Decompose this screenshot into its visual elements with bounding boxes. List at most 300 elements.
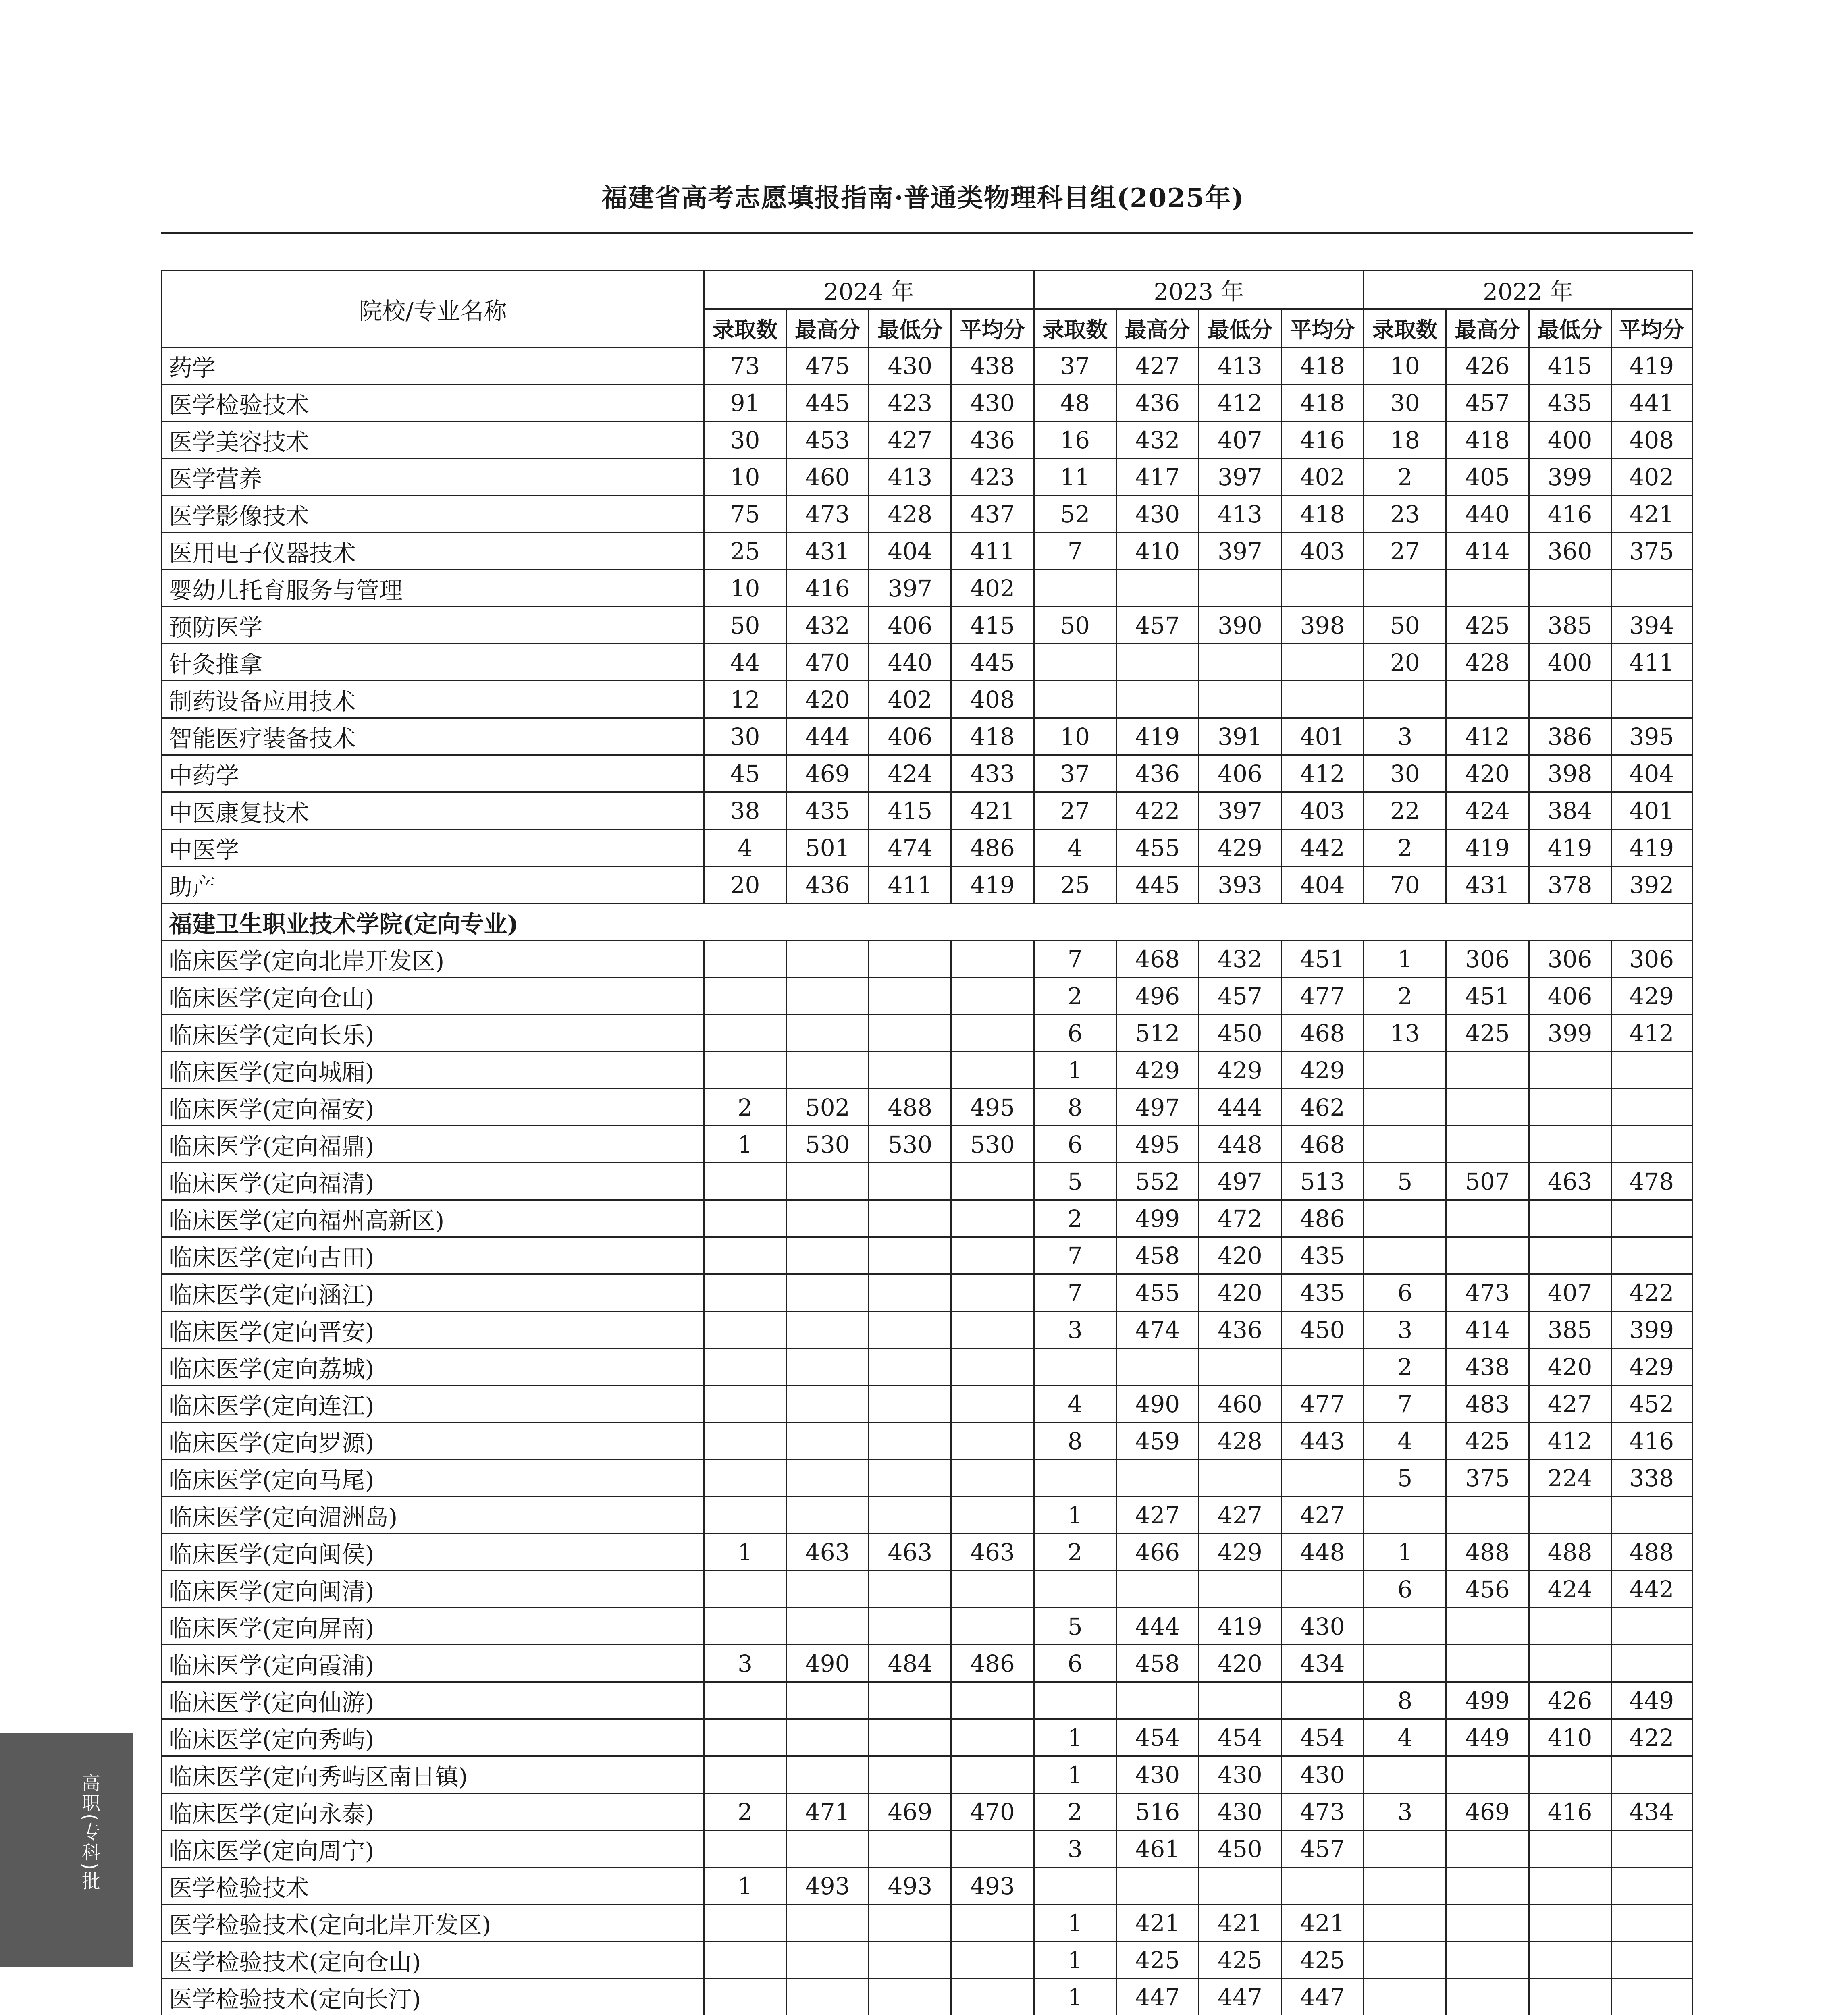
value-cell — [786, 1756, 869, 1793]
value-cell — [1446, 1868, 1529, 1905]
value-cell: 483 — [1446, 1386, 1529, 1423]
value-cell: 419 — [1199, 1608, 1281, 1645]
value-cell: 407 — [1529, 1274, 1611, 1311]
value-cell — [704, 978, 786, 1015]
value-cell: 5 — [1034, 1163, 1116, 1200]
value-cell — [1611, 1868, 1692, 1905]
value-cell: 501 — [786, 829, 869, 866]
value-cell — [1281, 1868, 1364, 1905]
value-cell: 38 — [704, 792, 786, 829]
value-cell: 490 — [1116, 1386, 1199, 1423]
value-cell: 463 — [869, 1534, 951, 1571]
side-section-label: 高职(专科)批 — [79, 1773, 101, 1892]
table-row — [162, 1719, 1692, 1756]
value-cell: 404 — [1611, 755, 1692, 792]
value-cell: 406 — [1199, 755, 1281, 792]
value-cell: 447 — [1199, 1979, 1281, 2015]
value-cell: 23 — [1364, 496, 1446, 533]
value-cell — [951, 1386, 1034, 1423]
value-cell — [1529, 1237, 1611, 1274]
value-cell — [1199, 644, 1281, 681]
value-cell: 18 — [1364, 422, 1446, 459]
value-cell: 430 — [1199, 1756, 1281, 1793]
table-row — [162, 1756, 1692, 1793]
value-cell: 8 — [1034, 1423, 1116, 1460]
value-cell — [1281, 681, 1364, 718]
value-cell: 397 — [869, 570, 951, 607]
value-cell: 432 — [786, 607, 869, 644]
value-cell: 425 — [1199, 1942, 1281, 1979]
major-name: 临床医学(定向北岸开发区) — [162, 941, 704, 978]
value-cell — [1529, 1608, 1611, 1645]
side-section-tab — [0, 1733, 133, 1967]
value-cell: 414 — [1446, 533, 1529, 570]
value-cell: 496 — [1116, 978, 1199, 1015]
value-cell — [1529, 681, 1611, 718]
value-cell: 414 — [1446, 1311, 1529, 1348]
value-cell: 375 — [1611, 533, 1692, 570]
value-cell: 478 — [1611, 1163, 1692, 1200]
value-cell: 436 — [1199, 1311, 1281, 1348]
table-row — [162, 718, 1692, 755]
value-cell: 440 — [1446, 496, 1529, 533]
value-cell — [1199, 570, 1281, 607]
value-cell: 427 — [1116, 347, 1199, 384]
value-cell: 469 — [786, 755, 869, 792]
value-cell — [786, 1571, 869, 1608]
value-cell: 428 — [1446, 644, 1529, 681]
value-cell — [869, 941, 951, 978]
value-cell — [704, 1311, 786, 1348]
value-cell — [869, 1830, 951, 1868]
value-cell: 493 — [951, 1868, 1034, 1905]
value-cell: 7 — [1034, 1274, 1116, 1311]
value-cell: 411 — [869, 866, 951, 904]
major-name: 助产 — [162, 866, 704, 904]
major-name: 临床医学(定向荔城) — [162, 1348, 704, 1386]
value-cell: 434 — [1281, 1645, 1364, 1682]
value-cell — [1529, 570, 1611, 607]
value-cell: 10 — [1034, 718, 1116, 755]
value-cell: 401 — [1281, 718, 1364, 755]
major-name: 临床医学(定向闽清) — [162, 1571, 704, 1608]
value-cell: 7 — [1034, 941, 1116, 978]
table-header-years-row — [162, 271, 1692, 309]
value-cell — [704, 1052, 786, 1089]
value-cell: 7 — [1034, 1237, 1116, 1274]
value-cell: 425 — [1446, 607, 1529, 644]
table-row — [162, 1200, 1692, 1237]
value-cell: 37 — [1034, 347, 1116, 384]
value-cell — [1529, 1942, 1611, 1979]
major-name: 临床医学(定向仓山) — [162, 978, 704, 1015]
value-cell: 413 — [1199, 347, 1281, 384]
value-cell: 459 — [1116, 1423, 1199, 1460]
value-cell — [1611, 1645, 1692, 1682]
value-cell: 458 — [1116, 1645, 1199, 1682]
value-cell: 530 — [786, 1126, 869, 1163]
section-title: 福建卫生职业技术学院(定向专业) — [162, 904, 1692, 941]
value-cell — [1199, 681, 1281, 718]
value-cell — [1446, 1645, 1529, 1682]
value-cell: 435 — [1529, 384, 1611, 422]
metric-header: 最低分 — [869, 309, 951, 347]
value-cell: 45 — [704, 755, 786, 792]
value-cell: 454 — [1199, 1719, 1281, 1756]
value-cell — [786, 1237, 869, 1274]
value-cell — [1364, 1756, 1446, 1793]
value-cell: 401 — [1611, 792, 1692, 829]
value-cell: 432 — [1116, 422, 1199, 459]
value-cell: 1 — [1034, 1905, 1116, 1942]
value-cell — [951, 941, 1034, 978]
value-cell — [951, 1348, 1034, 1386]
value-cell: 404 — [869, 533, 951, 570]
value-cell: 404 — [1281, 866, 1364, 904]
value-cell: 407 — [1199, 422, 1281, 459]
value-cell: 375 — [1446, 1460, 1529, 1497]
major-name: 针灸推拿 — [162, 644, 704, 681]
table-row — [162, 792, 1692, 829]
value-cell: 10 — [1364, 347, 1446, 384]
table-row — [162, 1460, 1692, 1497]
value-cell — [704, 1719, 786, 1756]
value-cell — [1529, 1126, 1611, 1163]
table-row — [162, 1868, 1692, 1905]
value-cell — [1116, 644, 1199, 681]
value-cell — [1281, 1571, 1364, 1608]
value-cell: 472 — [1199, 1200, 1281, 1237]
value-cell — [1116, 1348, 1199, 1386]
value-cell: 3 — [1364, 718, 1446, 755]
value-cell: 434 — [1611, 1793, 1692, 1830]
value-cell: 306 — [1529, 941, 1611, 978]
value-cell — [1611, 1905, 1692, 1942]
value-cell — [1364, 1905, 1446, 1942]
value-cell: 415 — [951, 607, 1034, 644]
value-cell — [1364, 1089, 1446, 1126]
table-row — [162, 644, 1692, 681]
value-cell: 3 — [1364, 1793, 1446, 1830]
value-cell: 460 — [1199, 1386, 1281, 1423]
value-cell — [869, 1237, 951, 1274]
value-cell: 466 — [1116, 1534, 1199, 1571]
value-cell: 410 — [1529, 1719, 1611, 1756]
value-cell — [704, 1682, 786, 1719]
value-cell — [786, 1719, 869, 1756]
value-cell: 470 — [951, 1793, 1034, 1830]
value-cell: 451 — [1281, 941, 1364, 978]
value-cell — [786, 1052, 869, 1089]
section-row — [162, 904, 1692, 941]
value-cell: 429 — [1116, 1052, 1199, 1089]
value-cell: 443 — [1281, 1423, 1364, 1460]
value-cell: 463 — [1529, 1163, 1611, 1200]
value-cell: 306 — [1611, 941, 1692, 978]
value-cell: 378 — [1529, 866, 1611, 904]
value-cell — [786, 1979, 869, 2015]
value-cell — [951, 1200, 1034, 1237]
value-cell: 428 — [1199, 1423, 1281, 1460]
value-cell: 493 — [786, 1868, 869, 1905]
value-cell — [869, 1460, 951, 1497]
value-cell: 4 — [1364, 1423, 1446, 1460]
value-cell: 420 — [1199, 1237, 1281, 1274]
major-name: 临床医学(定向湄洲岛) — [162, 1497, 704, 1534]
value-cell — [951, 1830, 1034, 1868]
value-cell: 435 — [786, 792, 869, 829]
value-cell: 427 — [1529, 1386, 1611, 1423]
table-row — [162, 533, 1692, 570]
value-cell: 426 — [1529, 1682, 1611, 1719]
value-cell — [1611, 1942, 1692, 1979]
value-cell — [951, 1274, 1034, 1311]
value-cell: 474 — [869, 829, 951, 866]
value-cell — [704, 1942, 786, 1979]
major-name: 医学检验技术 — [162, 1868, 704, 1905]
value-cell — [1529, 1645, 1611, 1682]
value-cell: 20 — [704, 866, 786, 904]
value-cell — [1611, 1126, 1692, 1163]
value-cell: 495 — [951, 1089, 1034, 1126]
value-cell: 400 — [1529, 644, 1611, 681]
value-cell — [786, 1386, 869, 1423]
value-cell: 52 — [1034, 496, 1116, 533]
table-row — [162, 1237, 1692, 1274]
value-cell: 412 — [1199, 384, 1281, 422]
value-cell: 402 — [951, 570, 1034, 607]
major-name: 智能医疗装备技术 — [162, 718, 704, 755]
major-name: 临床医学(定向晋安) — [162, 1311, 704, 1348]
value-cell: 400 — [1529, 422, 1611, 459]
value-cell: 1 — [1034, 1719, 1116, 1756]
table-row — [162, 1497, 1692, 1534]
value-cell: 415 — [869, 792, 951, 829]
value-cell: 8 — [1034, 1089, 1116, 1126]
major-name: 临床医学(定向连江) — [162, 1386, 704, 1423]
value-cell: 394 — [1611, 607, 1692, 644]
value-cell: 44 — [704, 644, 786, 681]
value-cell: 418 — [1446, 422, 1529, 459]
value-cell: 5 — [1034, 1608, 1116, 1645]
value-cell: 424 — [1446, 792, 1529, 829]
value-cell — [951, 1571, 1034, 1608]
value-cell: 445 — [786, 384, 869, 422]
value-cell — [786, 1348, 869, 1386]
value-cell — [1611, 1979, 1692, 2015]
value-cell — [1529, 1868, 1611, 1905]
value-cell — [1529, 1052, 1611, 1089]
value-cell: 427 — [869, 422, 951, 459]
value-cell: 403 — [1281, 533, 1364, 570]
value-cell: 7 — [1364, 1386, 1446, 1423]
value-cell: 27 — [1034, 792, 1116, 829]
value-cell — [951, 1682, 1034, 1719]
value-cell: 436 — [786, 866, 869, 904]
value-cell: 416 — [1529, 1793, 1611, 1830]
value-cell — [1281, 1348, 1364, 1386]
value-cell: 420 — [1529, 1348, 1611, 1386]
metric-header: 录取数 — [1034, 309, 1116, 347]
value-cell: 10 — [704, 459, 786, 496]
value-cell: 474 — [1116, 1311, 1199, 1348]
value-cell: 449 — [1611, 1682, 1692, 1719]
value-cell: 2 — [1364, 459, 1446, 496]
value-cell: 16 — [1034, 422, 1116, 459]
value-cell: 402 — [1281, 459, 1364, 496]
value-cell: 530 — [869, 1126, 951, 1163]
value-cell: 552 — [1116, 1163, 1199, 1200]
value-cell: 513 — [1281, 1163, 1364, 1200]
metric-header: 录取数 — [1364, 309, 1446, 347]
value-cell — [869, 1274, 951, 1311]
value-cell: 452 — [1611, 1386, 1692, 1423]
value-cell: 402 — [869, 681, 951, 718]
value-cell — [1446, 570, 1529, 607]
value-cell — [1446, 1237, 1529, 1274]
value-cell — [704, 1756, 786, 1793]
value-cell: 398 — [1281, 607, 1364, 644]
value-cell: 424 — [1529, 1571, 1611, 1608]
value-cell: 419 — [1611, 347, 1692, 384]
page-header-title: 福建省高考志愿填报指南·普通类物理科目组(2025年) — [601, 183, 1245, 213]
admission-table-container — [161, 270, 1693, 2015]
value-cell: 440 — [869, 644, 951, 681]
major-name: 临床医学(定向马尾) — [162, 1460, 704, 1497]
table-row — [162, 459, 1692, 496]
value-cell: 436 — [1116, 755, 1199, 792]
table-row — [162, 978, 1692, 1015]
value-cell — [786, 1460, 869, 1497]
value-cell: 6 — [1034, 1645, 1116, 1682]
value-cell — [704, 941, 786, 978]
value-cell — [704, 1608, 786, 1645]
value-cell: 408 — [1611, 422, 1692, 459]
value-cell: 430 — [869, 347, 951, 384]
value-cell — [704, 1979, 786, 2015]
value-cell: 433 — [951, 755, 1034, 792]
value-cell: 502 — [786, 1089, 869, 1126]
value-cell: 469 — [1446, 1793, 1529, 1830]
value-cell — [1364, 1608, 1446, 1645]
value-cell: 488 — [1529, 1534, 1611, 1571]
value-cell: 416 — [786, 570, 869, 607]
value-cell: 429 — [1611, 1348, 1692, 1386]
value-cell: 390 — [1199, 607, 1281, 644]
value-cell — [1034, 1348, 1116, 1386]
value-cell: 413 — [1199, 496, 1281, 533]
value-cell: 50 — [1364, 607, 1446, 644]
value-cell: 468 — [1281, 1126, 1364, 1163]
metric-header: 平均分 — [1281, 309, 1364, 347]
value-cell — [1446, 1126, 1529, 1163]
value-cell: 424 — [869, 755, 951, 792]
value-cell: 530 — [951, 1126, 1034, 1163]
value-cell: 486 — [951, 829, 1034, 866]
value-cell — [1446, 1830, 1529, 1868]
value-cell — [704, 1386, 786, 1423]
value-cell — [951, 1163, 1034, 1200]
major-name: 临床医学(定向屏南) — [162, 1608, 704, 1645]
value-cell — [951, 1015, 1034, 1052]
value-cell — [704, 1274, 786, 1311]
value-cell — [869, 1348, 951, 1386]
value-cell — [704, 1200, 786, 1237]
major-name: 临床医学(定向福州高新区) — [162, 1200, 704, 1237]
value-cell — [1116, 570, 1199, 607]
value-cell: 418 — [1281, 384, 1364, 422]
header-rule — [161, 232, 1693, 234]
value-cell — [869, 1052, 951, 1089]
value-cell: 419 — [1446, 829, 1529, 866]
value-cell: 430 — [951, 384, 1034, 422]
value-cell: 462 — [1281, 1089, 1364, 1126]
value-cell: 406 — [869, 718, 951, 755]
value-cell: 456 — [1446, 1571, 1529, 1608]
value-cell: 484 — [869, 1645, 951, 1682]
value-cell: 5 — [1364, 1460, 1446, 1497]
value-cell — [1364, 1237, 1446, 1274]
value-cell — [1529, 1200, 1611, 1237]
value-cell — [704, 1015, 786, 1052]
value-cell — [951, 1756, 1034, 1793]
major-name: 临床医学(定向福清) — [162, 1163, 704, 1200]
value-cell: 458 — [1116, 1237, 1199, 1274]
value-cell — [869, 1497, 951, 1534]
table-row — [162, 1126, 1692, 1163]
value-cell: 224 — [1529, 1460, 1611, 1497]
value-cell: 463 — [786, 1534, 869, 1571]
value-cell: 397 — [1199, 792, 1281, 829]
value-cell: 457 — [1199, 978, 1281, 1015]
value-cell: 435 — [1281, 1237, 1364, 1274]
value-cell: 430 — [1199, 1793, 1281, 1830]
value-cell: 395 — [1611, 718, 1692, 755]
value-cell: 2 — [1034, 1534, 1116, 1571]
value-cell: 399 — [1529, 459, 1611, 496]
value-cell: 4 — [704, 829, 786, 866]
value-cell: 70 — [1364, 866, 1446, 904]
value-cell: 438 — [951, 347, 1034, 384]
value-cell — [1529, 1089, 1611, 1126]
table-row — [162, 1311, 1692, 1348]
major-name: 临床医学(定向仙游) — [162, 1682, 704, 1719]
value-cell: 438 — [1446, 1348, 1529, 1386]
value-cell — [1199, 1460, 1281, 1497]
value-cell: 420 — [1199, 1645, 1281, 1682]
year-header-2023: 2023 年 — [1034, 271, 1364, 309]
value-cell: 448 — [1199, 1126, 1281, 1163]
table-row — [162, 1608, 1692, 1645]
value-cell: 416 — [1529, 496, 1611, 533]
value-cell: 360 — [1529, 533, 1611, 570]
value-cell: 425 — [1446, 1015, 1529, 1052]
value-cell: 3 — [704, 1645, 786, 1682]
value-cell: 1 — [704, 1868, 786, 1905]
value-cell: 421 — [1116, 1905, 1199, 1942]
value-cell: 454 — [1116, 1719, 1199, 1756]
major-name: 医学检验技术(定向北岸开发区) — [162, 1905, 704, 1942]
value-cell — [1364, 1868, 1446, 1905]
name-column-header: 院校/专业名称 — [162, 271, 704, 347]
value-cell — [1611, 681, 1692, 718]
value-cell — [951, 1237, 1034, 1274]
value-cell: 425 — [1116, 1942, 1199, 1979]
value-cell — [1611, 1830, 1692, 1868]
value-cell — [1116, 1682, 1199, 1719]
major-name: 临床医学(定向闽侯) — [162, 1534, 704, 1571]
metric-header: 最高分 — [1446, 309, 1529, 347]
